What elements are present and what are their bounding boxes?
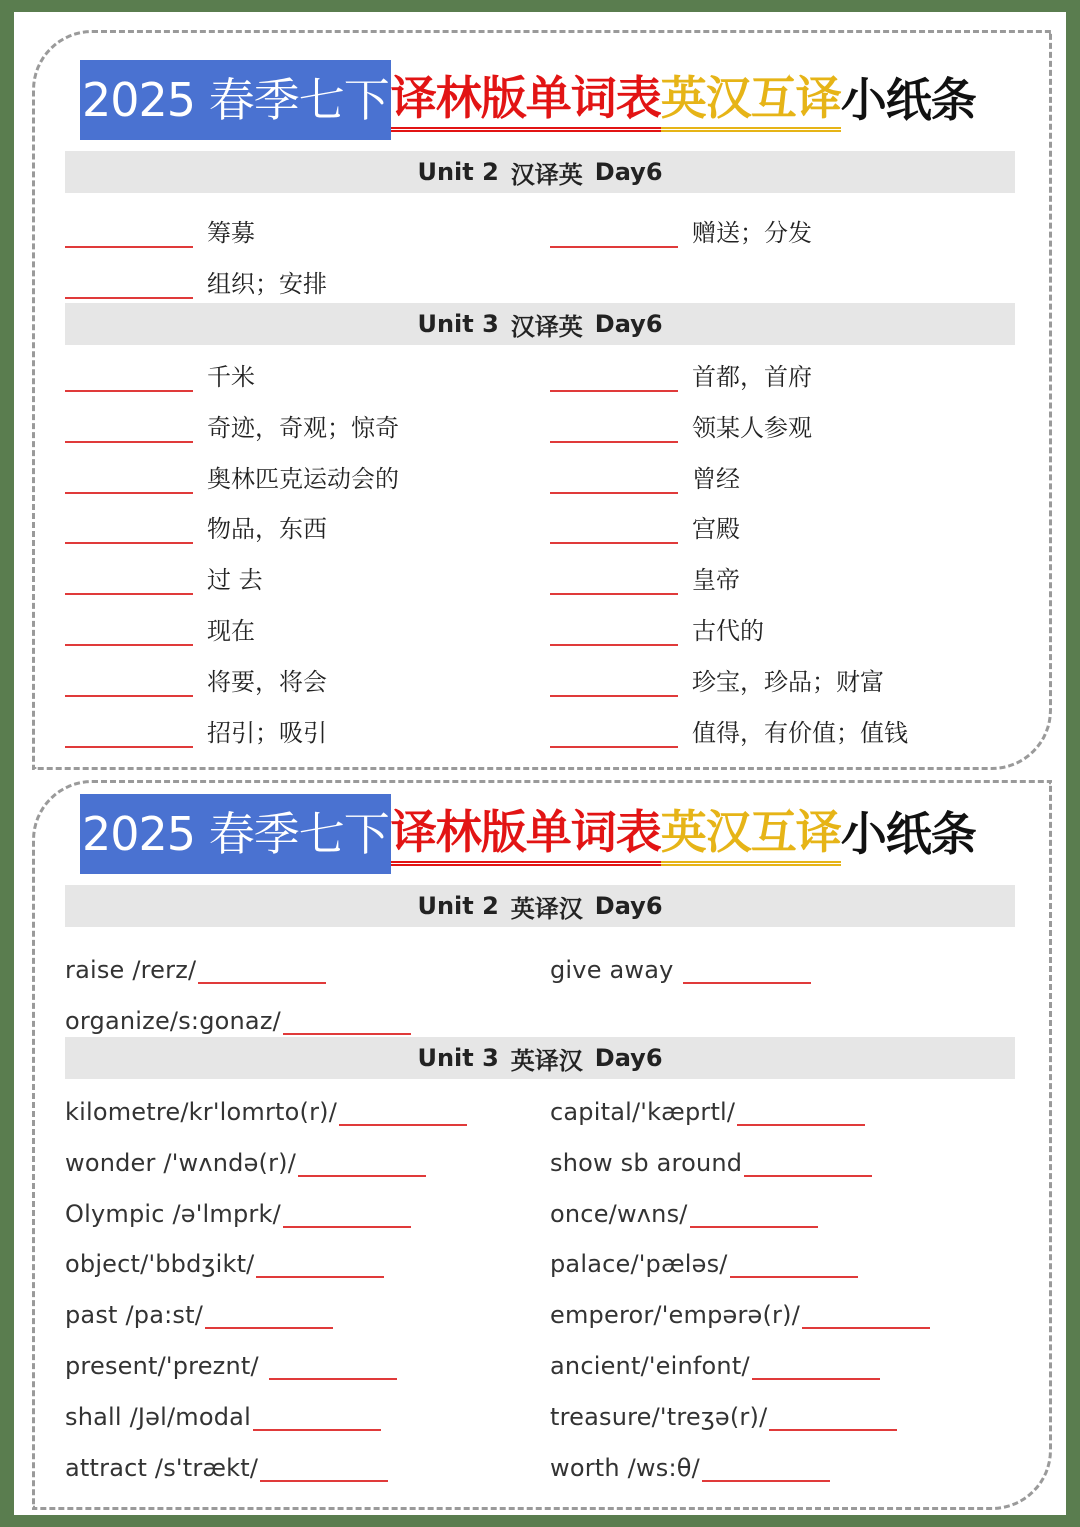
vocab-item xyxy=(550,555,740,595)
unit-label: Unit 2 xyxy=(417,158,499,186)
vocab-item xyxy=(65,555,263,595)
answer-blank[interactable] xyxy=(65,216,193,248)
vocab-item xyxy=(65,1391,381,1431)
chinese-meaning: 过 去 xyxy=(207,566,263,595)
chinese-meaning: 领某人参观 xyxy=(692,413,812,442)
answer-blank[interactable] xyxy=(65,563,193,595)
vocab-item xyxy=(550,657,884,697)
answer-blank[interactable] xyxy=(550,512,678,544)
title-translation-part: 英汉互译 xyxy=(661,69,841,132)
vocab-item xyxy=(550,1238,858,1278)
page-title-top xyxy=(80,60,976,140)
answer-blank[interactable] xyxy=(550,360,678,392)
english-word: present/'preznt/ xyxy=(65,1352,267,1380)
chinese-meaning: 千米 xyxy=(207,363,255,391)
answer-blank[interactable] xyxy=(65,411,193,443)
vocab-item xyxy=(550,352,812,392)
unit-label: Unit 3 xyxy=(417,1044,499,1072)
vocab-item xyxy=(550,606,764,646)
chinese-meaning: 物品，东西 xyxy=(207,515,327,544)
answer-blank[interactable] xyxy=(737,1094,865,1126)
vocab-item xyxy=(65,1238,384,1278)
answer-blank[interactable] xyxy=(550,411,678,443)
english-word: palace/'pæləs/ xyxy=(550,1250,728,1279)
section-header-en-unit2 xyxy=(65,885,1015,927)
title-year-part: 2025 春季七下 xyxy=(80,60,391,140)
vocab-item xyxy=(65,403,399,443)
answer-blank[interactable] xyxy=(550,665,678,697)
english-word: attract /s'trækt/ xyxy=(65,1453,259,1482)
vocab-item xyxy=(550,454,740,494)
answer-blank[interactable] xyxy=(802,1297,930,1329)
english-word: show sb around xyxy=(550,1148,743,1177)
vocab-item xyxy=(550,1086,865,1126)
english-word: organize/s:gonaz/ xyxy=(65,1006,281,1035)
vocab-item xyxy=(550,403,812,443)
answer-blank[interactable] xyxy=(769,1399,897,1431)
english-word: worth /ws:θ/ xyxy=(550,1453,700,1482)
mode-label: 英译汉 xyxy=(510,894,583,923)
vocab-item xyxy=(550,1340,880,1380)
vocab-item xyxy=(65,504,327,544)
section-header-cn-unit3 xyxy=(65,303,1015,345)
title-textbook-part: 译林版单词表 xyxy=(391,69,661,132)
chinese-meaning: 宫殿 xyxy=(692,515,740,544)
chinese-meaning: 值得，有价值；值钱 xyxy=(692,718,908,747)
answer-blank[interactable] xyxy=(256,1246,384,1278)
answer-blank[interactable] xyxy=(550,716,678,748)
unit-label: Unit 3 xyxy=(417,310,499,338)
vocab-item xyxy=(550,208,812,248)
answer-blank[interactable] xyxy=(339,1094,467,1126)
answer-blank[interactable] xyxy=(65,512,193,544)
chinese-meaning: 古代的 xyxy=(692,617,764,645)
chinese-meaning: 将要，将会 xyxy=(207,667,327,696)
vocab-item xyxy=(550,944,811,984)
answer-blank[interactable] xyxy=(730,1246,858,1278)
answer-blank[interactable] xyxy=(65,267,193,299)
answer-blank[interactable] xyxy=(550,563,678,595)
chinese-meaning: 现在 xyxy=(207,617,255,645)
answer-blank[interactable] xyxy=(298,1145,426,1177)
vocab-item xyxy=(550,1289,930,1329)
vocab-item xyxy=(65,944,326,984)
day-label: Day6 xyxy=(594,310,663,338)
answer-blank[interactable] xyxy=(702,1450,830,1482)
title-textbook-part: 译林版单词表 xyxy=(391,803,661,866)
vocab-item xyxy=(550,1391,897,1431)
chinese-meaning: 珍宝，珍品；财富 xyxy=(692,667,884,696)
answer-blank[interactable] xyxy=(260,1450,388,1482)
chinese-meaning: 招引；吸引 xyxy=(207,718,327,747)
vocab-item xyxy=(550,1442,830,1482)
vocab-item xyxy=(550,504,740,544)
chinese-meaning: 首都，首府 xyxy=(692,363,812,391)
english-word: shall /Jəl/modal xyxy=(65,1402,251,1431)
english-word: past /pa:st/ xyxy=(65,1301,203,1330)
answer-blank[interactable] xyxy=(269,1348,397,1380)
unit-label: Unit 2 xyxy=(417,892,499,920)
vocab-item xyxy=(65,1137,426,1177)
english-word: once/wʌns/ xyxy=(550,1199,688,1228)
english-word: capital/'kæprtl/ xyxy=(550,1098,736,1126)
english-word: raise /rerz/ xyxy=(65,956,197,984)
english-word: emperor/'empərə(r)/ xyxy=(550,1301,800,1330)
vocab-item xyxy=(65,1442,388,1482)
vocab-item xyxy=(65,1289,333,1329)
answer-blank[interactable] xyxy=(744,1145,872,1177)
answer-blank[interactable] xyxy=(550,614,678,646)
answer-blank[interactable] xyxy=(550,462,678,494)
page-title-bottom xyxy=(80,794,976,874)
answer-blank[interactable] xyxy=(550,216,678,248)
vocab-item xyxy=(550,1188,818,1228)
vocab-item xyxy=(65,1188,411,1228)
section-header-cn-unit2 xyxy=(65,151,1015,193)
mode-label: 汉译英 xyxy=(510,160,583,189)
vocab-item xyxy=(550,1137,872,1177)
title-note-part: 小纸条 xyxy=(840,807,976,861)
vocab-item xyxy=(65,259,327,299)
answer-blank[interactable] xyxy=(65,614,193,646)
answer-blank[interactable] xyxy=(65,665,193,697)
answer-blank[interactable] xyxy=(283,1196,411,1228)
chinese-meaning: 曾经 xyxy=(692,464,740,493)
mode-label: 汉译英 xyxy=(510,312,583,341)
english-word: kilometre/kr'lomrto(r)/ xyxy=(65,1098,337,1126)
section-header-en-unit3 xyxy=(65,1037,1015,1079)
answer-blank[interactable] xyxy=(690,1196,818,1228)
vocab-item xyxy=(65,657,327,697)
vocab-item xyxy=(65,1086,467,1126)
answer-blank[interactable] xyxy=(205,1297,333,1329)
answer-blank[interactable] xyxy=(198,952,326,984)
chinese-meaning: 组织；安排 xyxy=(207,269,327,298)
answer-blank[interactable] xyxy=(65,360,193,392)
answer-blank[interactable] xyxy=(683,952,811,984)
english-word: Olympic /ə'lmprk/ xyxy=(65,1199,281,1228)
vocab-item xyxy=(65,995,411,1035)
mode-label: 英译汉 xyxy=(510,1046,583,1075)
answer-blank[interactable] xyxy=(752,1348,880,1380)
vocab-item xyxy=(65,454,399,494)
chinese-meaning: 筹募 xyxy=(207,219,255,247)
chinese-meaning: 奇迹，奇观；惊奇 xyxy=(207,413,399,442)
answer-blank[interactable] xyxy=(65,716,193,748)
english-word: give away xyxy=(550,956,682,984)
title-note-part: 小纸条 xyxy=(840,73,976,127)
day-label: Day6 xyxy=(594,1044,663,1072)
answer-blank[interactable] xyxy=(253,1399,381,1431)
english-word: ancient/'einfont/ xyxy=(550,1352,750,1380)
english-word: object/'bbdʒikt/ xyxy=(65,1250,255,1279)
english-word: treasure/'treʒə(r)/ xyxy=(550,1402,768,1431)
english-word: wonder /'wʌndə(r)/ xyxy=(65,1148,297,1177)
vocab-item xyxy=(65,606,255,646)
vocab-item xyxy=(65,352,255,392)
day-label: Day6 xyxy=(594,892,663,920)
vocab-item xyxy=(65,708,327,748)
answer-blank[interactable] xyxy=(283,1003,411,1035)
vocab-item xyxy=(550,708,908,748)
vocab-item xyxy=(65,1340,397,1380)
title-year-part: 2025 春季七下 xyxy=(80,794,391,874)
answer-blank[interactable] xyxy=(65,462,193,494)
title-translation-part: 英汉互译 xyxy=(661,803,841,866)
chinese-meaning: 奥林匹克运动会的 xyxy=(207,464,399,493)
vocab-item xyxy=(65,208,255,248)
day-label: Day6 xyxy=(594,158,663,186)
chinese-meaning: 皇帝 xyxy=(692,566,740,595)
chinese-meaning: 赠送；分发 xyxy=(692,219,812,247)
